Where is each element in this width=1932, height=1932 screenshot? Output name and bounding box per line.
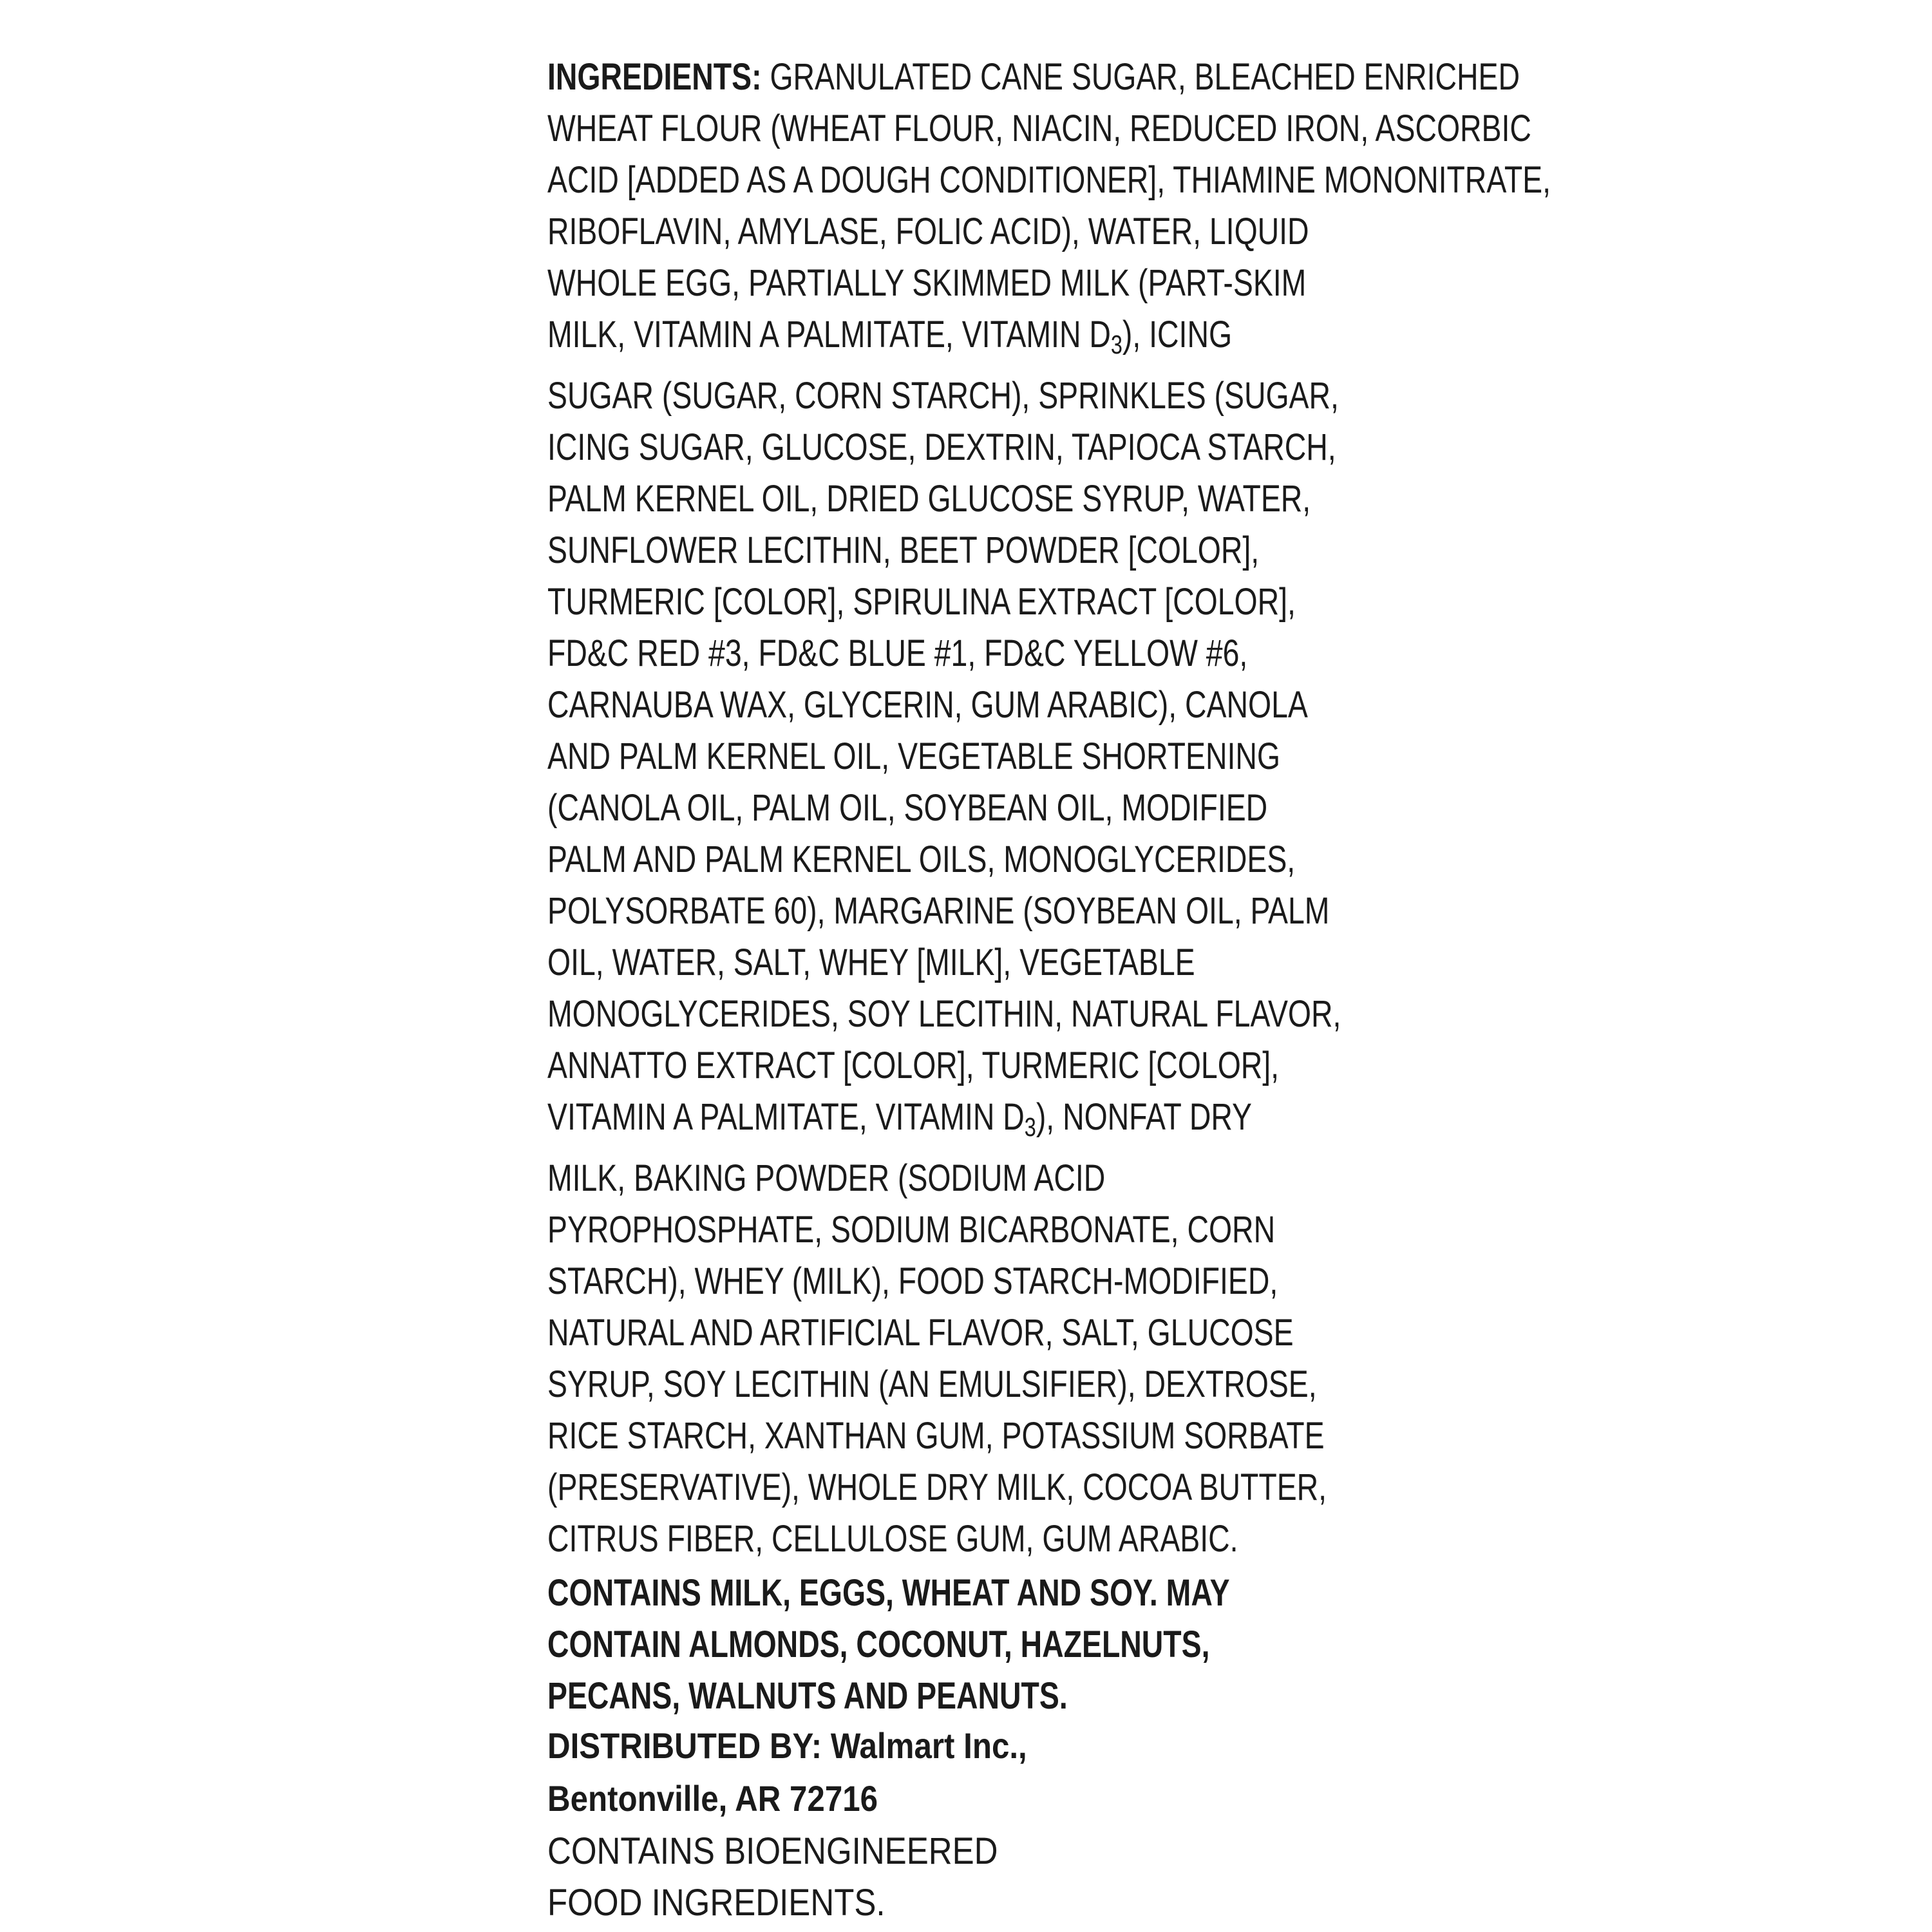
ingredients-line: ICING SUGAR, GLUCOSE, DEXTRIN, TAPIOCA STARCH, (547, 426, 1336, 469)
ingredients-line: TURMERIC [COLOR], SPIRULINA EXTRACT [COLOR], (547, 581, 1296, 623)
bioengineered-disclosure (547, 1826, 998, 1929)
subscript-3: 3 (1024, 1112, 1036, 1142)
ingredients-line: SYRUP, SOY LECITHIN (AN EMULSIFIER), DEXTROSE, (547, 1363, 1317, 1406)
ingredient-label (547, 52, 1551, 1722)
ingredients-line: PALM KERNEL OIL, DRIED GLUCOSE SYRUP, WATER, (547, 478, 1311, 520)
distributor-info (547, 1719, 1027, 1825)
allergen-statement (547, 1567, 1385, 1722)
bioengineered-line: FOOD INGREDIENTS. (547, 1882, 886, 1924)
ingredients-line: PYROPHOSPHATE, SODIUM BICARBONATE, CORN (547, 1209, 1276, 1251)
bioengineered-line: CONTAINS BIOENGINEERED (547, 1830, 998, 1872)
allergen-line: CONTAINS MILK, EGGS, WHEAT AND SOY. MAY (547, 1572, 1230, 1615)
ingredients-line: OIL, WATER, SALT, WHEY [MILK], VEGETABLE (547, 942, 1195, 984)
allergen-line: CONTAIN ALMONDS, COCONUT, HAZELNUTS, (547, 1624, 1210, 1666)
ingredients-line: VITAMIN A PALMITATE, VITAMIN $D_3$), NONFAT DRY (547, 1096, 1252, 1142)
ingredients-list (547, 52, 1551, 1565)
ingredients-line: WHEAT FLOUR (WHEAT FLOUR, NIACIN, REDUCED IRON, ASCORBIC (547, 108, 1531, 149)
ingredients-line: MILK, BAKING POWDER (SODIUM ACID (547, 1157, 1106, 1200)
ingredients-line: AND PALM KERNEL OIL, VEGETABLE SHORTENING (547, 735, 1280, 778)
ingredients-line: (PRESERVATIVE), WHOLE DRY MILK, COCOA BUTTER, (547, 1466, 1327, 1509)
ingredients-line: SUNFLOWER LECITHIN, BEET POWDER [COLOR], (547, 529, 1260, 572)
ingredients-line: ACID [ADDED AS A DOUGH CONDITIONER], THIAMINE MONONITRATE, (547, 159, 1551, 201)
ingredients-line: STARCH), WHEY (MILK), FOOD STARCH-MODIFIED, (547, 1260, 1278, 1303)
ingredients-line: SUGAR (SUGAR, CORN STARCH), SPRINKLES (SUGAR, (547, 375, 1339, 417)
ingredients-line: POLYSORBATE 60), MARGARINE (SOYBEAN OIL, PALM (547, 890, 1330, 933)
subscript-3: 3 (1110, 330, 1122, 360)
ingredients-line: RIBOFLAVIN, AMYLASE, FOLIC ACID), WATER, LIQUID (547, 211, 1309, 252)
allergen-line: PECANS, WALNUTS AND PEANUTS. (547, 1675, 1068, 1718)
distributor-line: DISTRIBUTED BY: Walmart Inc., (547, 1725, 1027, 1766)
ingredients-line: RICE STARCH, XANTHAN GUM, POTASSIUM SORBATE (547, 1415, 1325, 1457)
ingredients-line: WHOLE EGG, PARTIALLY SKIMMED MILK (PART-SKIM (547, 262, 1307, 304)
ingredients-line: (CANOLA OIL, PALM OIL, SOYBEAN OIL, MODIFIED (547, 787, 1268, 829)
ingredients-line: FD&C RED #3, FD&C BLUE #1, FD&C YELLOW #6, (547, 632, 1248, 675)
ingredients-heading: INGREDIENTS: (547, 56, 762, 98)
ingredients-line: INGREDIENTS: GRANULATED CANE SUGAR, BLEACHED ENRICHED (547, 56, 1520, 98)
ingredients-line: CARNAUBA WAX, GLYCERIN, GUM ARABIC), CANOLA (547, 684, 1308, 726)
ingredients-line: NATURAL AND ARTIFICIAL FLAVOR, SALT, GLUCOSE (547, 1312, 1294, 1354)
ingredients-line: ANNATTO EXTRACT [COLOR], TURMERIC [COLOR], (547, 1045, 1280, 1087)
ingredients-line: MILK, VITAMIN A PALMITATE, VITAMIN $D_3$), ICING (547, 314, 1233, 360)
ingredients-line: CITRUS FIBER, CELLULOSE GUM, GUM ARABIC. (547, 1518, 1238, 1560)
ingredients-line: PALM AND PALM KERNEL OILS, MONOGLYCERIDES, (547, 838, 1296, 881)
ingredients-line: MONOGLYCERIDES, SOY LECITHIN, NATURAL FLAVOR, (547, 993, 1341, 1036)
distributor-address: Bentonville, AR 72716 (547, 1778, 878, 1819)
